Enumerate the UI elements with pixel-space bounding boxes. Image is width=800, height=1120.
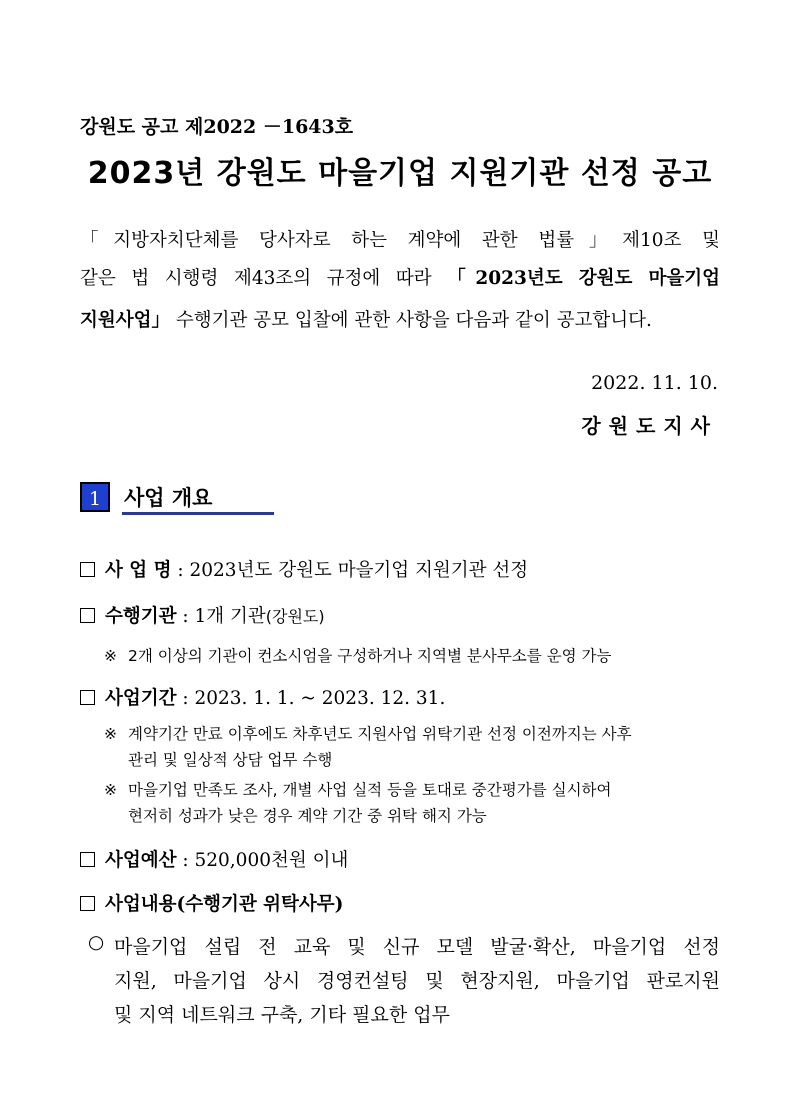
note-mark-icon: ※ bbox=[104, 725, 117, 743]
intro-line-3-text: 수행기관 공모 입찰에 관한 사항을 다음과 같이 공고합니다. bbox=[170, 310, 652, 331]
content-line-1: 마을기업 설립 전 교육 및 신규 모델 발굴·확산, 마을기업 선정 bbox=[114, 936, 720, 958]
intro-project-name: 「2023년도 강원도 마을기업 bbox=[447, 268, 720, 289]
bullet-icon: ○ bbox=[88, 932, 105, 953]
content-line-2: 지원, 마을기업 상시 경영컨설팅 및 현장지원, 마을기업 판로지원 bbox=[114, 970, 720, 992]
intro-line-1: 「지방자치단체를 당사자로 하는 계약에 관한 법률」제10조 및 bbox=[80, 230, 720, 251]
item-label: 수행기관 bbox=[105, 606, 177, 627]
note-mark-icon: ※ bbox=[104, 781, 117, 799]
notice-number: 강원도 공고 제2022 －1643호 bbox=[80, 116, 354, 138]
item-value: : 1개 기관 bbox=[176, 606, 266, 627]
item-label: 사업내용(수행기관 위탁사무) bbox=[105, 894, 344, 915]
note-organization bbox=[104, 644, 720, 666]
section-underline bbox=[122, 512, 274, 515]
section-title: 사업 개요 bbox=[124, 486, 213, 510]
intro-line-3 bbox=[80, 306, 720, 332]
note-mark-icon: ※ bbox=[104, 647, 117, 665]
item-period bbox=[80, 684, 445, 710]
note-text: 마을기업 만족도 조사, 개별 사업 실적 등을 토대로 중간평가를 실시하여 bbox=[128, 781, 612, 799]
page-title: 2023년 강원도 마을기업 지원기관 선정 공고 bbox=[87, 156, 713, 191]
item-budget bbox=[80, 846, 348, 872]
checkbox-icon bbox=[80, 852, 95, 867]
notice-date: 2022. 11. 10. bbox=[591, 372, 718, 394]
checkbox-icon bbox=[80, 608, 95, 623]
note-period-2 bbox=[104, 778, 720, 800]
checkbox-icon bbox=[80, 690, 95, 705]
item-organization bbox=[80, 602, 325, 628]
item-project-name bbox=[80, 556, 528, 582]
checkbox-icon bbox=[80, 562, 95, 577]
issuer: 강원도지사 bbox=[581, 414, 718, 438]
item-content bbox=[80, 890, 343, 916]
intro-line-2 bbox=[80, 264, 720, 290]
note-text: 계약기간 만료 이후에도 차후년도 지원사업 위탁기관 선정 이전까지는 사후 bbox=[128, 725, 632, 743]
checkbox-icon bbox=[80, 896, 95, 911]
item-label: 사업기간 bbox=[105, 688, 177, 709]
note-text: 2개 이상의 기관이 컨소시엄을 구성하거나 지역별 분사무소를 운영 가능 bbox=[128, 647, 612, 665]
item-label: 사 업 명 bbox=[105, 560, 172, 581]
item-label: 사업예산 bbox=[105, 850, 177, 871]
item-value-paren: (강원도) bbox=[265, 607, 325, 626]
item-value: : 2023년도 강원도 마을기업 지원기관 선정 bbox=[171, 560, 529, 581]
intro-line-2-text: 같은 법 시행령 제43조의 규정에 따라 bbox=[80, 268, 448, 289]
item-value: : 520,000천원 이내 bbox=[176, 850, 349, 871]
item-value: : 2023. 1. 1. ~ 2023. 12. 31. bbox=[176, 688, 446, 709]
section-number: 1 bbox=[80, 482, 110, 512]
content-line-3: 및 지역 네트워크 구축, 기타 필요한 업무 bbox=[114, 1004, 450, 1026]
note-period-1 bbox=[104, 722, 720, 744]
note-period-1-cont: 관리 및 일상적 상담 업무 수행 bbox=[128, 751, 333, 769]
note-period-2-cont: 현저히 성과가 낮은 경우 계약 기간 중 위탁 해지 가능 bbox=[128, 807, 487, 825]
intro-project-name-end: 지원사업」 bbox=[80, 310, 170, 331]
